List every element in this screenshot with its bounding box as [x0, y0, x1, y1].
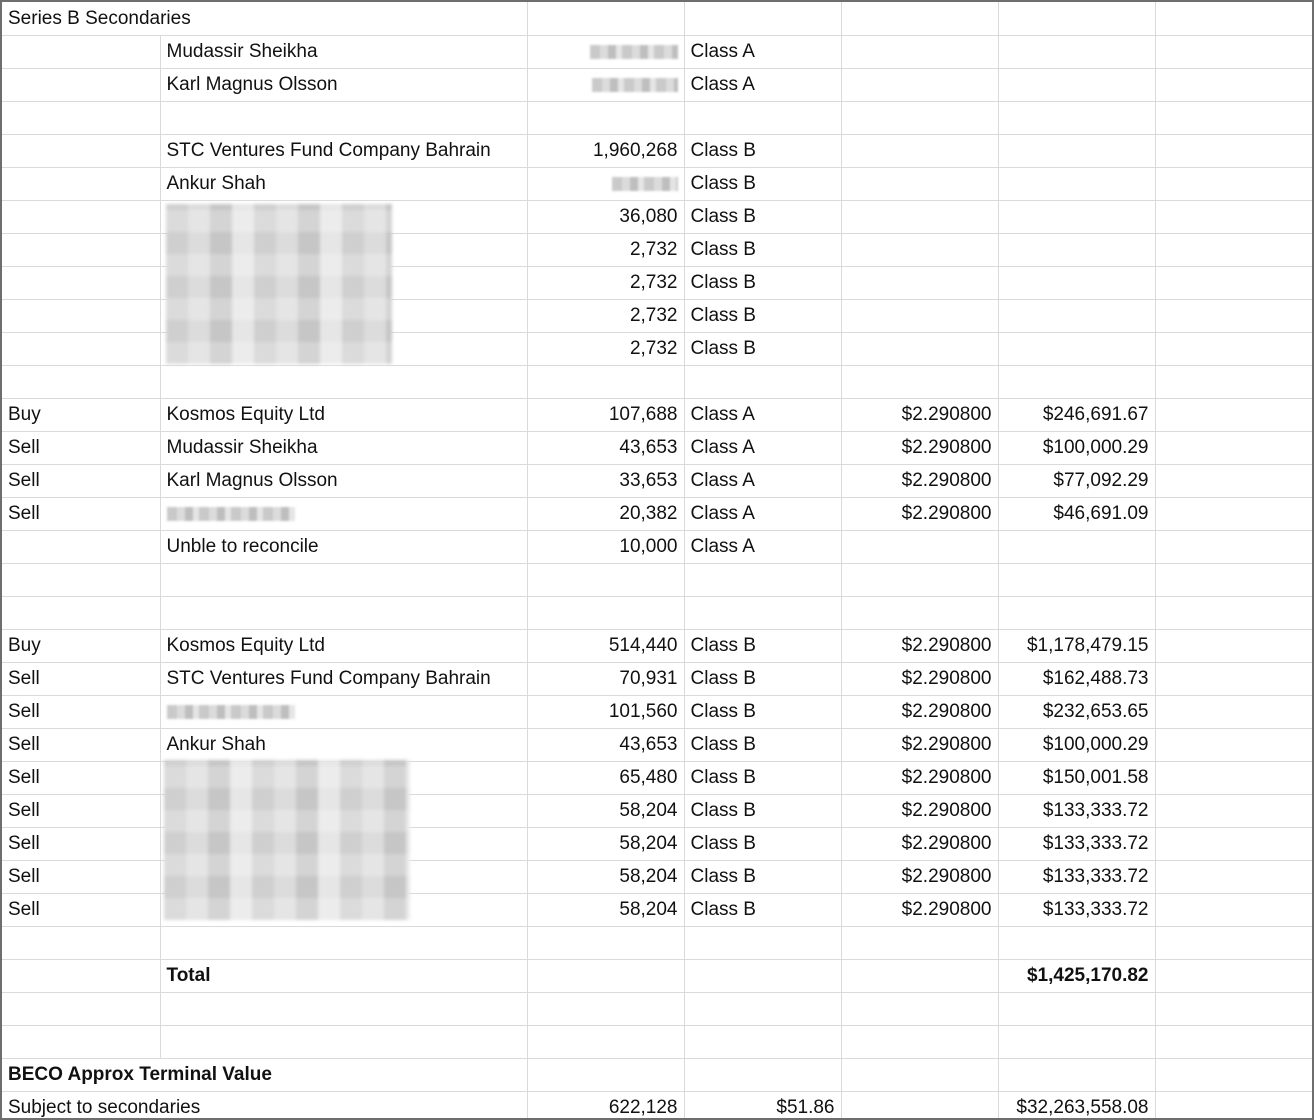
table-row	[2, 960, 1312, 993]
cell[interactable]	[2, 366, 160, 399]
redacted-names-block	[166, 204, 392, 364]
cell[interactable]	[160, 102, 527, 135]
cell[interactable]	[2, 927, 160, 960]
side-cell[interactable]: Sell	[2, 795, 160, 828]
sheet-title-cell[interactable]: Series B Secondaries	[2, 2, 160, 36]
cell[interactable]	[2, 36, 160, 69]
cell[interactable]	[1155, 102, 1312, 135]
cell[interactable]	[1155, 465, 1312, 498]
cell[interactable]	[1155, 630, 1312, 663]
cell[interactable]	[2, 201, 160, 234]
price-cell[interactable]: $2.290800	[841, 630, 998, 663]
cell[interactable]	[841, 531, 998, 564]
class-cell[interactable]: Class A	[684, 498, 841, 531]
holder-name-cell[interactable]: STC Ventures Fund Company Bahrain	[160, 135, 527, 168]
amount-cell[interactable]: $150,001.58	[998, 762, 1155, 795]
price-cell[interactable]: $2.290800	[841, 828, 998, 861]
holder-name-cell[interactable]: Unble to reconcile	[160, 531, 527, 564]
class-cell[interactable]: Class B	[684, 267, 841, 300]
class-cell[interactable]: Class B	[684, 630, 841, 663]
class-cell[interactable]: Class B	[684, 663, 841, 696]
amount-cell[interactable]: $46,691.09	[998, 498, 1155, 531]
amount-cell[interactable]: $100,000.29	[998, 729, 1155, 762]
price-cell[interactable]: $2.290800	[841, 696, 998, 729]
cell[interactable]	[841, 1026, 998, 1059]
cell[interactable]	[1155, 927, 1312, 960]
cell[interactable]	[841, 927, 998, 960]
table-row	[2, 498, 1312, 531]
shares-cell[interactable]: 107,688	[527, 399, 684, 432]
cell[interactable]	[1155, 1026, 1312, 1059]
cell[interactable]	[1155, 762, 1312, 795]
cell[interactable]	[841, 267, 998, 300]
class-cell[interactable]: Class B	[684, 795, 841, 828]
shares-cell[interactable]: 58,204	[527, 861, 684, 894]
cell[interactable]	[998, 69, 1155, 102]
cell[interactable]	[841, 234, 998, 267]
side-cell[interactable]: Sell	[2, 894, 160, 927]
terminal-shares-cell[interactable]: 622,128	[527, 1092, 684, 1120]
table-row	[2, 135, 1312, 168]
cell[interactable]	[2, 960, 160, 993]
cell[interactable]	[1155, 168, 1312, 201]
terminal-label-cell[interactable]: Subject to secondaries	[2, 1092, 160, 1120]
cell[interactable]	[2, 300, 160, 333]
cell[interactable]	[527, 993, 684, 1026]
cell[interactable]	[998, 201, 1155, 234]
spreadsheet-grid	[2, 2, 1313, 1120]
cell[interactable]	[841, 300, 998, 333]
cell[interactable]	[998, 564, 1155, 597]
cell[interactable]	[841, 1059, 998, 1092]
table-row	[2, 927, 1312, 960]
class-cell[interactable]: Class B	[684, 828, 841, 861]
side-cell[interactable]: Sell	[2, 465, 160, 498]
cell[interactable]	[1155, 795, 1312, 828]
cell[interactable]	[2, 69, 160, 102]
class-cell[interactable]: Class A	[684, 399, 841, 432]
price-cell[interactable]: $2.290800	[841, 399, 998, 432]
table-row	[2, 1059, 1312, 1092]
table-row	[2, 168, 1312, 201]
table-row	[2, 729, 1312, 762]
amount-cell[interactable]: $77,092.29	[998, 465, 1155, 498]
price-cell[interactable]: $2.290800	[841, 432, 998, 465]
cell[interactable]	[1155, 300, 1312, 333]
amount-cell[interactable]: $162,488.73	[998, 663, 1155, 696]
class-cell[interactable]: Class B	[684, 168, 841, 201]
cell[interactable]	[2, 1026, 160, 1059]
cell[interactable]	[1155, 1059, 1312, 1092]
cell[interactable]	[160, 1092, 527, 1120]
price-cell[interactable]: $2.290800	[841, 762, 998, 795]
side-cell[interactable]: Sell	[2, 432, 160, 465]
holder-name-cell[interactable]: Ankur Shah	[160, 168, 527, 201]
class-cell[interactable]: Class B	[684, 135, 841, 168]
cell[interactable]	[998, 102, 1155, 135]
cell[interactable]	[998, 2, 1155, 36]
cell[interactable]	[1155, 861, 1312, 894]
cell[interactable]	[1155, 2, 1312, 36]
redacted-names-block	[164, 760, 410, 920]
price-cell[interactable]: $2.290800	[841, 729, 998, 762]
class-cell[interactable]: Class B	[684, 861, 841, 894]
table-row	[2, 663, 1312, 696]
redacted-shares	[592, 78, 678, 92]
terminal-heading-cell[interactable]: BECO Approx Terminal Value	[2, 1059, 160, 1092]
class-cell[interactable]: Class A	[684, 432, 841, 465]
table-row	[2, 102, 1312, 135]
cell[interactable]	[841, 333, 998, 366]
shares-cell[interactable]: 2,732	[527, 300, 684, 333]
table-row	[2, 399, 1312, 432]
class-cell[interactable]: Class B	[684, 894, 841, 927]
cell[interactable]	[841, 1092, 998, 1120]
cell[interactable]	[527, 927, 684, 960]
cell[interactable]	[1155, 135, 1312, 168]
total-amount-cell[interactable]: $1,425,170.82	[998, 960, 1155, 993]
price-cell[interactable]: $2.290800	[841, 861, 998, 894]
amount-cell[interactable]: $133,333.72	[998, 861, 1155, 894]
side-cell[interactable]: Sell	[2, 762, 160, 795]
table-row	[2, 1026, 1312, 1059]
cell[interactable]	[841, 201, 998, 234]
holder-name-cell[interactable]: Kosmos Equity Ltd	[160, 399, 527, 432]
shares-cell[interactable]: 65,480	[527, 762, 684, 795]
cell[interactable]	[2, 267, 160, 300]
shares-cell[interactable]: 43,653	[527, 432, 684, 465]
cell[interactable]	[841, 69, 998, 102]
table-row	[2, 630, 1312, 663]
table-row	[2, 1092, 1312, 1120]
cell[interactable]	[998, 135, 1155, 168]
table-row	[2, 366, 1312, 399]
cell[interactable]	[998, 234, 1155, 267]
redacted-name	[167, 705, 295, 719]
cell[interactable]	[998, 1026, 1155, 1059]
cell[interactable]	[160, 564, 527, 597]
terminal-value-cell[interactable]: $32,263,558.08	[998, 1092, 1155, 1120]
cell[interactable]	[527, 1026, 684, 1059]
cell[interactable]	[1155, 498, 1312, 531]
cell[interactable]	[160, 597, 527, 630]
cell[interactable]	[1155, 36, 1312, 69]
side-cell[interactable]: Sell	[2, 663, 160, 696]
cell[interactable]	[1155, 234, 1312, 267]
cell[interactable]	[684, 597, 841, 630]
cell[interactable]	[2, 135, 160, 168]
cell[interactable]	[160, 1026, 527, 1059]
amount-cell[interactable]: $232,653.65	[998, 696, 1155, 729]
cell[interactable]	[841, 564, 998, 597]
cell[interactable]	[998, 333, 1155, 366]
cell[interactable]	[2, 234, 160, 267]
amount-cell[interactable]: $1,178,479.15	[998, 630, 1155, 663]
class-cell[interactable]: Class B	[684, 234, 841, 267]
cell[interactable]	[841, 2, 998, 36]
shares-cell[interactable]: 36,080	[527, 201, 684, 234]
cell[interactable]	[998, 300, 1155, 333]
table-row	[2, 696, 1312, 729]
cell[interactable]	[160, 993, 527, 1026]
cell[interactable]	[1155, 597, 1312, 630]
cell[interactable]	[684, 564, 841, 597]
cell[interactable]	[160, 927, 527, 960]
cell[interactable]	[1155, 201, 1312, 234]
cell[interactable]	[684, 102, 841, 135]
amount-cell[interactable]: $100,000.29	[998, 432, 1155, 465]
cell[interactable]	[998, 267, 1155, 300]
shares-cell[interactable]: 58,204	[527, 828, 684, 861]
holder-name-cell[interactable]: STC Ventures Fund Company Bahrain	[160, 663, 527, 696]
amount-cell[interactable]: $246,691.67	[998, 399, 1155, 432]
table-row	[2, 465, 1312, 498]
side-cell[interactable]	[2, 531, 160, 564]
cell[interactable]	[998, 597, 1155, 630]
cell[interactable]	[1155, 69, 1312, 102]
cell[interactable]	[1155, 267, 1312, 300]
total-label-cell[interactable]: Total	[160, 960, 527, 993]
cell[interactable]	[1155, 828, 1312, 861]
side-cell[interactable]: Sell	[2, 861, 160, 894]
holder-name-cell[interactable]: Kosmos Equity Ltd	[160, 630, 527, 663]
cell[interactable]	[1155, 564, 1312, 597]
amount-cell[interactable]: $133,333.72	[998, 828, 1155, 861]
cell[interactable]	[2, 102, 160, 135]
cell[interactable]	[527, 366, 684, 399]
terminal-price-cell[interactable]: $51.86	[684, 1092, 841, 1120]
class-cell[interactable]: Class A	[684, 465, 841, 498]
cell[interactable]	[527, 960, 684, 993]
cell[interactable]	[527, 564, 684, 597]
cell[interactable]	[841, 36, 998, 69]
cell[interactable]	[1155, 663, 1312, 696]
shares-cell[interactable]: 2,732	[527, 234, 684, 267]
cell[interactable]	[527, 2, 684, 36]
amount-cell[interactable]: $133,333.72	[998, 894, 1155, 927]
class-cell[interactable]: Class A	[684, 531, 841, 564]
price-cell[interactable]: $2.290800	[841, 795, 998, 828]
cell[interactable]	[998, 36, 1155, 69]
cell[interactable]	[2, 333, 160, 366]
holder-name-cell[interactable]	[160, 498, 527, 531]
cell[interactable]	[841, 366, 998, 399]
cell[interactable]	[841, 168, 998, 201]
cell[interactable]	[1155, 531, 1312, 564]
redacted-shares	[590, 45, 678, 59]
cell[interactable]	[527, 102, 684, 135]
table-row	[2, 531, 1312, 564]
price-cell[interactable]: $2.290800	[841, 894, 998, 927]
cell[interactable]	[841, 102, 998, 135]
shares-cell[interactable]	[527, 36, 684, 69]
cell[interactable]	[1155, 960, 1312, 993]
price-cell[interactable]: $2.290800	[841, 663, 998, 696]
cell[interactable]	[2, 168, 160, 201]
shares-cell[interactable]: 2,732	[527, 267, 684, 300]
class-cell[interactable]: Class B	[684, 729, 841, 762]
cell[interactable]	[998, 531, 1155, 564]
cell[interactable]	[841, 597, 998, 630]
table-row	[2, 69, 1312, 102]
table-row	[2, 36, 1312, 69]
shares-cell[interactable]: 101,560	[527, 696, 684, 729]
cell[interactable]	[998, 366, 1155, 399]
redacted-name	[167, 507, 295, 521]
cell[interactable]	[998, 993, 1155, 1026]
cell[interactable]	[1155, 729, 1312, 762]
side-cell[interactable]: Sell	[2, 729, 160, 762]
shares-cell[interactable]: 70,931	[527, 663, 684, 696]
cell[interactable]	[1155, 696, 1312, 729]
shares-cell[interactable]: 10,000	[527, 531, 684, 564]
table-row	[2, 432, 1312, 465]
table-row	[2, 993, 1312, 1026]
cell[interactable]	[684, 2, 841, 36]
cell[interactable]	[2, 564, 160, 597]
cell[interactable]	[1155, 432, 1312, 465]
class-cell[interactable]: Class A	[684, 69, 841, 102]
price-cell[interactable]: $2.290800	[841, 465, 998, 498]
table-row	[2, 2, 1312, 36]
cell[interactable]	[2, 993, 160, 1026]
side-cell[interactable]: Sell	[2, 498, 160, 531]
table-row	[2, 597, 1312, 630]
shares-cell[interactable]: 2,732	[527, 333, 684, 366]
class-cell[interactable]: Class B	[684, 300, 841, 333]
class-cell[interactable]: Class B	[684, 201, 841, 234]
shares-cell[interactable]	[527, 69, 684, 102]
cell[interactable]	[998, 168, 1155, 201]
holder-name-cell[interactable]: Ankur Shah	[160, 729, 527, 762]
cell[interactable]	[841, 135, 998, 168]
shares-cell[interactable]	[527, 168, 684, 201]
cell[interactable]	[160, 2, 527, 36]
cell[interactable]	[527, 1059, 684, 1092]
class-cell[interactable]: Class B	[684, 696, 841, 729]
amount-cell[interactable]: $133,333.72	[998, 795, 1155, 828]
redacted-shares	[612, 177, 678, 191]
side-cell[interactable]: Sell	[2, 828, 160, 861]
cell[interactable]	[1155, 894, 1312, 927]
shares-cell[interactable]: 514,440	[527, 630, 684, 663]
cell[interactable]	[684, 1026, 841, 1059]
side-cell[interactable]: Buy	[2, 399, 160, 432]
cell[interactable]	[1155, 399, 1312, 432]
shares-cell[interactable]: 1,960,268	[527, 135, 684, 168]
cell[interactable]	[527, 597, 684, 630]
cell[interactable]	[1155, 993, 1312, 1026]
shares-cell[interactable]: 58,204	[527, 795, 684, 828]
class-cell[interactable]: Class B	[684, 762, 841, 795]
cell[interactable]	[841, 993, 998, 1026]
cell[interactable]	[1155, 1092, 1312, 1120]
cell[interactable]	[998, 1059, 1155, 1092]
cell[interactable]	[684, 927, 841, 960]
holder-name-cell[interactable]: Mudassir Sheikha	[160, 432, 527, 465]
cell[interactable]	[1155, 366, 1312, 399]
shares-cell[interactable]: 43,653	[527, 729, 684, 762]
side-cell[interactable]: Sell	[2, 696, 160, 729]
holder-name-cell[interactable]	[160, 696, 527, 729]
holder-name-cell[interactable]: Mudassir Sheikha	[160, 36, 527, 69]
cell[interactable]	[684, 1059, 841, 1092]
shares-cell[interactable]: 33,653	[527, 465, 684, 498]
cell[interactable]	[160, 366, 527, 399]
cell[interactable]	[1155, 333, 1312, 366]
table-row	[2, 564, 1312, 597]
holder-name-cell[interactable]: Karl Magnus Olsson	[160, 69, 527, 102]
price-cell[interactable]: $2.290800	[841, 498, 998, 531]
shares-cell[interactable]: 58,204	[527, 894, 684, 927]
cell[interactable]	[684, 366, 841, 399]
cell[interactable]	[841, 960, 998, 993]
class-cell[interactable]: Class A	[684, 36, 841, 69]
shares-cell[interactable]: 20,382	[527, 498, 684, 531]
cell[interactable]	[2, 597, 160, 630]
side-cell[interactable]: Buy	[2, 630, 160, 663]
cell[interactable]	[684, 960, 841, 993]
cell[interactable]	[684, 993, 841, 1026]
class-cell[interactable]: Class B	[684, 333, 841, 366]
holder-name-cell[interactable]: Karl Magnus Olsson	[160, 465, 527, 498]
cell[interactable]	[998, 927, 1155, 960]
